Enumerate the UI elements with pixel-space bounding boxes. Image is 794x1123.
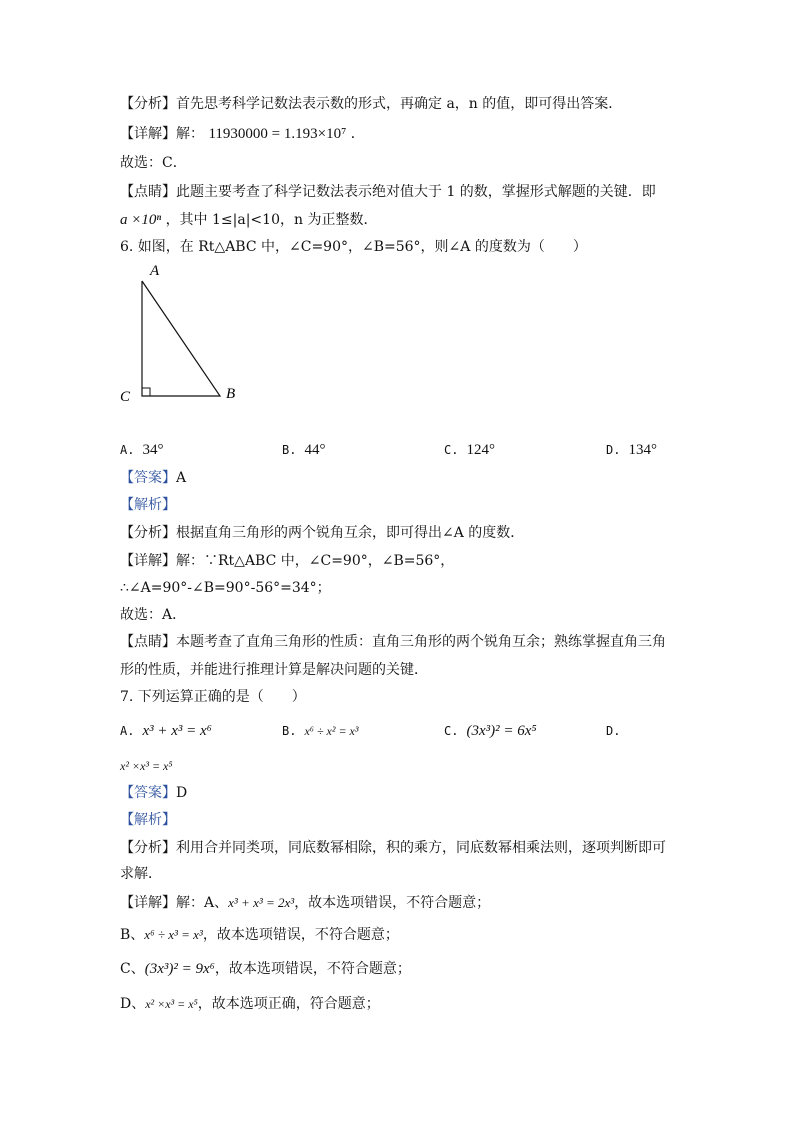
detail-suffix: ，故本选项正确，符合题意；	[197, 996, 380, 1012]
q7-option-a[interactable]	[120, 721, 212, 741]
q6-option-a[interactable]	[120, 440, 163, 460]
q7-option-d-label[interactable]	[606, 721, 628, 741]
detail-suffix: ，故本选项错误，不符合题意；	[202, 927, 399, 943]
option-text: 34°	[142, 442, 164, 458]
q6-calc: ∴∠A=90°-∠B=90°-56°=34°；	[120, 580, 331, 596]
detail-math: x² ×x³ = x⁵	[145, 997, 198, 1011]
detail-math: 11930000 = 1.193×10⁷	[208, 126, 347, 142]
option-text: (3x³)² = 6x⁵	[466, 723, 537, 739]
option-label: A.	[120, 443, 135, 457]
detail-prefix: B、	[120, 927, 145, 943]
q7-analysis-2: 求解．	[120, 866, 162, 882]
q6-option-b[interactable]	[282, 440, 325, 460]
q7-option-b[interactable]	[282, 721, 358, 741]
q7-detail-b	[120, 925, 399, 945]
detail-prefix: 【详解】解：	[120, 126, 204, 142]
option-text: 124°	[466, 442, 495, 458]
answer-value: D	[176, 785, 188, 801]
q7-jiexi: 【解析】	[120, 812, 176, 828]
option-text: 44°	[304, 442, 326, 458]
detail-prefix: D、	[120, 996, 146, 1012]
detail-line	[120, 124, 365, 144]
option-label: B.	[282, 443, 297, 457]
detail-suffix: ，故本选项错误，不符合题意；	[214, 961, 411, 977]
detail-suffix: ．	[350, 126, 365, 142]
q7-detail-d	[120, 994, 380, 1014]
q6-detail: 【详解】解：∵Rt△ABC 中，∠C=90°，∠B=56°，	[120, 553, 455, 569]
detail-prefix: 【详解】解：A、	[120, 895, 229, 911]
detail-prefix: C、	[120, 961, 145, 977]
q7-option-d-text[interactable]	[120, 756, 173, 776]
right-angle-mark	[142, 388, 150, 396]
detail-math: x³ + x³ = 2x³	[228, 895, 295, 910]
comment-math: a ×10ⁿ	[120, 212, 162, 228]
comment-rest: ，其中 1≤|a|<10，n 为正整数．	[165, 212, 378, 228]
option-text: 134°	[628, 442, 657, 458]
analysis-line: 【分析】首先思考科学记数法表示数的形式，再确定 a，n 的值，即可得出答案．	[120, 96, 623, 112]
q7-detail-c	[120, 959, 411, 979]
comment-line: 【点睛】此题主要考查了科学记数法表示绝对值大于 1 的数，掌握形式解题的关键．即	[120, 184, 656, 200]
triangle-shape	[142, 281, 220, 396]
q6-option-d[interactable]	[606, 440, 657, 460]
option-label: B.	[282, 724, 297, 738]
answer-tag: 【答案】	[120, 470, 176, 486]
q6-jiexi: 【解析】	[120, 497, 176, 513]
vertex-a-label: A	[150, 263, 160, 279]
vertex-c-label: C	[120, 389, 131, 405]
q7-analysis: 【分析】利用合并同类项，同底数幂相除，积的乘方，同底数幂相乘法则，逐项判断即可	[120, 840, 666, 856]
option-label: C.	[444, 724, 459, 738]
answer-value: A	[176, 470, 187, 486]
detail-suffix: ，故本选项错误，不符合题意；	[294, 895, 491, 911]
option-label: A.	[120, 724, 135, 738]
option-text: x⁶ ÷ x² = x³	[304, 724, 359, 738]
q6-comment: 【点睛】本题考查了直角三角形的性质：直角三角形的两个锐角互余；熟练掌握直角三角	[120, 634, 666, 650]
option-text: x² ×x³ = x⁵	[120, 759, 173, 773]
choice-line: 故选：C．	[120, 155, 187, 171]
comment-line-2	[120, 210, 377, 230]
vertex-b-label: B	[226, 386, 236, 402]
option-label: C.	[444, 443, 459, 457]
option-label: D.	[606, 724, 621, 738]
detail-math: x⁶ ÷ x³ = x³	[144, 927, 203, 942]
option-text: x³ + x³ = x⁶	[142, 723, 212, 739]
question-7-stem: 7. 下列运算正确的是（ ）	[120, 689, 306, 705]
detail-math: (3x³)² = 9x⁶	[144, 961, 215, 977]
q6-choice: 故选：A．	[120, 607, 187, 623]
option-label: D.	[606, 443, 621, 457]
triangle-figure	[110, 255, 270, 415]
q7-option-c[interactable]	[444, 721, 537, 741]
q7-detail-a	[120, 893, 490, 913]
answer-tag: 【答案】	[120, 785, 176, 801]
q6-option-c[interactable]	[444, 440, 495, 460]
q6-answer	[120, 468, 186, 488]
q7-answer	[120, 783, 187, 803]
question-6-stem: 6. 如图，在 Rt△ABC 中，∠C=90°，∠B=56°，则∠A 的度数为（ ）	[120, 239, 587, 255]
q6-comment-2: 形的性质，并能进行推理计算是解决问题的关键．	[120, 662, 428, 678]
q6-analysis: 【分析】根据直角三角形的两个锐角互余，即可得出∠A 的度数．	[120, 525, 525, 541]
